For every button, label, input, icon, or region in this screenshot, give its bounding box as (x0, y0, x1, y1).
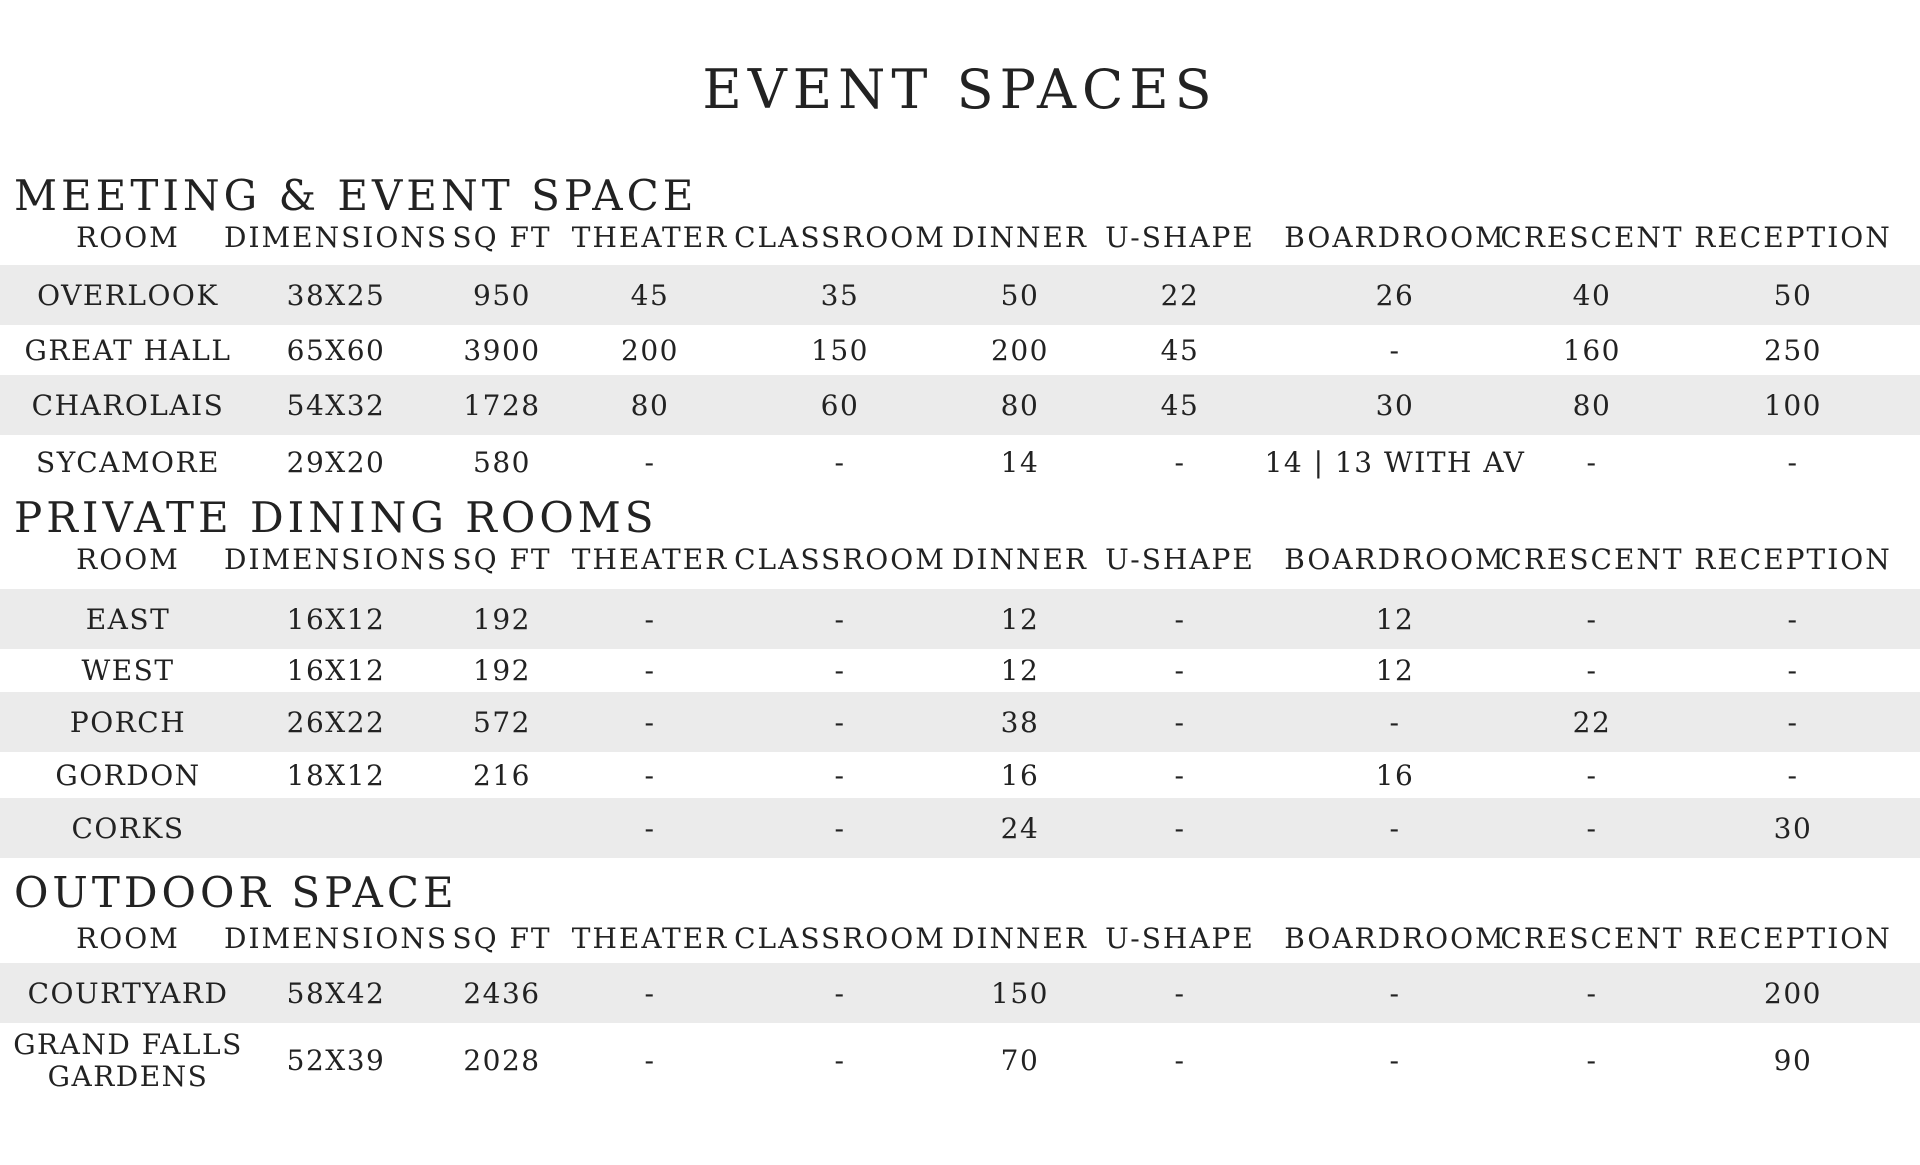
cell-sq-ft: 950 (473, 278, 531, 312)
cell-theater: - (644, 811, 656, 845)
column-header-room: ROOM (76, 542, 180, 576)
cell-theater: - (644, 654, 656, 687)
table-row (0, 325, 1920, 375)
cell-theater: - (644, 602, 656, 636)
cell-classroom: - (834, 705, 846, 739)
cell-room: GRAND FALLS GARDENS (13, 1027, 243, 1093)
cell-u-shape: - (1174, 654, 1186, 687)
cell-reception: - (1787, 654, 1799, 687)
cell-theater: 200 (621, 333, 679, 367)
column-header-reception: RECEPTION (1694, 542, 1892, 576)
cell-dimensions: 65X60 (286, 333, 386, 367)
cell-u-shape: - (1174, 446, 1186, 479)
cell-sq-ft: 2436 (463, 976, 541, 1010)
cell-room: PORCH (69, 705, 187, 739)
cell-dimensions: 16X12 (286, 602, 386, 636)
column-header-dinner: DINNER (951, 220, 1089, 254)
cell-crescent: 22 (1572, 705, 1612, 739)
cell-dimensions: 58X42 (286, 976, 386, 1010)
section-title: OUTDOOR SPACE (14, 868, 458, 917)
cell-reception: - (1787, 705, 1799, 739)
cell-boardroom: 30 (1375, 388, 1415, 422)
cell-crescent: - (1586, 811, 1598, 845)
cell-dinner: 150 (991, 976, 1049, 1010)
table-row (0, 752, 1920, 798)
column-header-theater: THEATER (571, 542, 729, 576)
cell-sq-ft: 3900 (463, 333, 541, 367)
column-header-dinner: DINNER (951, 921, 1089, 955)
column-header-dimensions: DIMENSIONS (224, 542, 448, 576)
cell-classroom: - (834, 446, 846, 479)
cell-dinner: 12 (1000, 602, 1040, 636)
cell-dinner: 50 (1000, 278, 1040, 312)
column-header-classroom: CLASSROOM (734, 921, 946, 955)
table-row (0, 375, 1920, 435)
cell-theater: - (644, 976, 656, 1010)
cell-dinner: 12 (1000, 654, 1040, 687)
cell-dinner: 70 (1000, 1044, 1040, 1077)
cell-boardroom: 14 | 13 WITH AV (1264, 446, 1526, 479)
cell-theater: - (644, 705, 656, 739)
column-header-crescent: CRESCENT (1500, 921, 1684, 955)
column-header-crescent: CRESCENT (1500, 542, 1684, 576)
table-row (0, 692, 1920, 752)
cell-boardroom: - (1389, 333, 1401, 367)
cell-room: OVERLOOK (37, 278, 219, 312)
cell-classroom: - (834, 811, 846, 845)
cell-sq-ft: 216 (473, 758, 531, 792)
cell-boardroom: - (1389, 976, 1401, 1010)
cell-dinner: 38 (1000, 705, 1040, 739)
cell-u-shape: 22 (1160, 278, 1200, 312)
cell-dimensions: 54X32 (286, 388, 386, 422)
cell-reception: - (1787, 446, 1799, 479)
cell-boardroom: - (1389, 1044, 1401, 1077)
cell-classroom: 35 (820, 278, 860, 312)
cell-theater: 80 (630, 388, 670, 422)
cell-crescent: 80 (1572, 388, 1612, 422)
table-row (0, 649, 1920, 692)
column-header-classroom: CLASSROOM (734, 220, 946, 254)
cell-sq-ft: 192 (473, 602, 531, 636)
cell-u-shape: - (1174, 1044, 1186, 1077)
column-header-room: ROOM (76, 921, 180, 955)
cell-u-shape: - (1174, 811, 1186, 845)
cell-boardroom: 12 (1375, 602, 1415, 636)
cell-u-shape: - (1174, 602, 1186, 636)
cell-room: SYCAMORE (36, 446, 220, 479)
column-header-boardroom: BOARDROOM (1284, 542, 1506, 576)
cell-crescent: - (1586, 1044, 1598, 1077)
cell-crescent: - (1586, 758, 1598, 792)
cell-room: GREAT HALL (24, 333, 232, 367)
cell-boardroom: - (1389, 811, 1401, 845)
cell-theater: 45 (630, 278, 670, 312)
cell-u-shape: - (1174, 758, 1186, 792)
cell-theater: - (644, 446, 656, 479)
cell-sq-ft: 1728 (463, 388, 541, 422)
column-header-reception: RECEPTION (1694, 921, 1892, 955)
column-header-sq-ft: SQ FT (452, 921, 552, 955)
table-row (0, 265, 1920, 325)
column-header-crescent: CRESCENT (1500, 220, 1684, 254)
cell-classroom: 150 (811, 333, 869, 367)
column-header-u-shape: U-SHAPE (1105, 542, 1255, 576)
column-header-sq-ft: SQ FT (452, 220, 552, 254)
cell-room: COURTYARD (27, 976, 229, 1010)
column-header-u-shape: U-SHAPE (1105, 921, 1255, 955)
table-row (0, 435, 1920, 490)
cell-crescent: 160 (1563, 333, 1621, 367)
cell-boardroom: 26 (1375, 278, 1415, 312)
cell-sq-ft: 192 (473, 654, 531, 687)
cell-crescent: 40 (1572, 278, 1612, 312)
cell-dinner: 80 (1000, 388, 1040, 422)
table-row (0, 798, 1920, 858)
cell-reception: 200 (1764, 976, 1822, 1010)
cell-classroom: - (834, 602, 846, 636)
column-header-boardroom: BOARDROOM (1284, 220, 1506, 254)
column-header-dimensions: DIMENSIONS (224, 220, 448, 254)
cell-dinner: 24 (1000, 811, 1040, 845)
cell-room: GORDON (55, 758, 201, 792)
column-header-theater: THEATER (571, 921, 729, 955)
cell-dimensions: 26X22 (286, 705, 386, 739)
cell-u-shape: 45 (1160, 333, 1200, 367)
cell-crescent: - (1586, 446, 1598, 479)
column-header-theater: THEATER (571, 220, 729, 254)
column-header-room: ROOM (76, 220, 180, 254)
cell-boardroom: 16 (1375, 758, 1415, 792)
cell-sq-ft: 580 (473, 446, 531, 479)
table-row (0, 963, 1920, 1023)
cell-classroom: 60 (820, 388, 860, 422)
column-header-reception: RECEPTION (1694, 220, 1892, 254)
cell-reception: 100 (1764, 388, 1822, 422)
cell-dinner: 16 (1000, 758, 1040, 792)
table-row (0, 589, 1920, 649)
cell-dimensions: 18X12 (286, 758, 386, 792)
table-header-row (0, 918, 1920, 958)
cell-room: WEST (81, 654, 175, 687)
cell-room: EAST (85, 602, 171, 636)
column-header-sq-ft: SQ FT (452, 542, 552, 576)
table-header-row (0, 539, 1920, 579)
cell-crescent: - (1586, 654, 1598, 687)
cell-room: CORKS (71, 811, 185, 845)
cell-classroom: - (834, 976, 846, 1010)
cell-sq-ft: 2028 (463, 1044, 541, 1077)
cell-u-shape: - (1174, 976, 1186, 1010)
column-header-dinner: DINNER (951, 542, 1089, 576)
cell-reception: 250 (1764, 333, 1822, 367)
cell-classroom: - (834, 758, 846, 792)
cell-dimensions: 52X39 (286, 1044, 386, 1077)
cell-reception: - (1787, 758, 1799, 792)
cell-dinner: 14 (1000, 446, 1040, 479)
cell-reception: 50 (1773, 278, 1813, 312)
cell-crescent: - (1586, 602, 1598, 636)
cell-reception: 90 (1773, 1044, 1813, 1077)
cell-dimensions: 38X25 (286, 278, 386, 312)
table-header-row (0, 217, 1920, 257)
cell-theater: - (644, 1044, 656, 1077)
column-header-classroom: CLASSROOM (734, 542, 946, 576)
cell-room: CHAROLAIS (31, 388, 225, 422)
cell-classroom: - (834, 654, 846, 687)
cell-u-shape: - (1174, 705, 1186, 739)
cell-dimensions: 29X20 (286, 446, 386, 479)
cell-u-shape: 45 (1160, 388, 1200, 422)
cell-sq-ft: 572 (473, 705, 531, 739)
page-title: EVENT SPACES (702, 58, 1218, 121)
section-title: PRIVATE DINING ROOMS (14, 493, 658, 542)
table-row (0, 1023, 1920, 1098)
cell-boardroom: - (1389, 705, 1401, 739)
cell-crescent: - (1586, 976, 1598, 1010)
cell-dimensions: 16X12 (286, 654, 386, 687)
cell-reception: 30 (1773, 811, 1813, 845)
section-title: MEETING & EVENT SPACE (14, 171, 698, 220)
column-header-u-shape: U-SHAPE (1105, 220, 1255, 254)
column-header-boardroom: BOARDROOM (1284, 921, 1506, 955)
column-header-dimensions: DIMENSIONS (224, 921, 448, 955)
cell-boardroom: 12 (1375, 654, 1415, 687)
cell-classroom: - (834, 1044, 846, 1077)
cell-theater: - (644, 758, 656, 792)
cell-dinner: 200 (991, 333, 1049, 367)
cell-reception: - (1787, 602, 1799, 636)
